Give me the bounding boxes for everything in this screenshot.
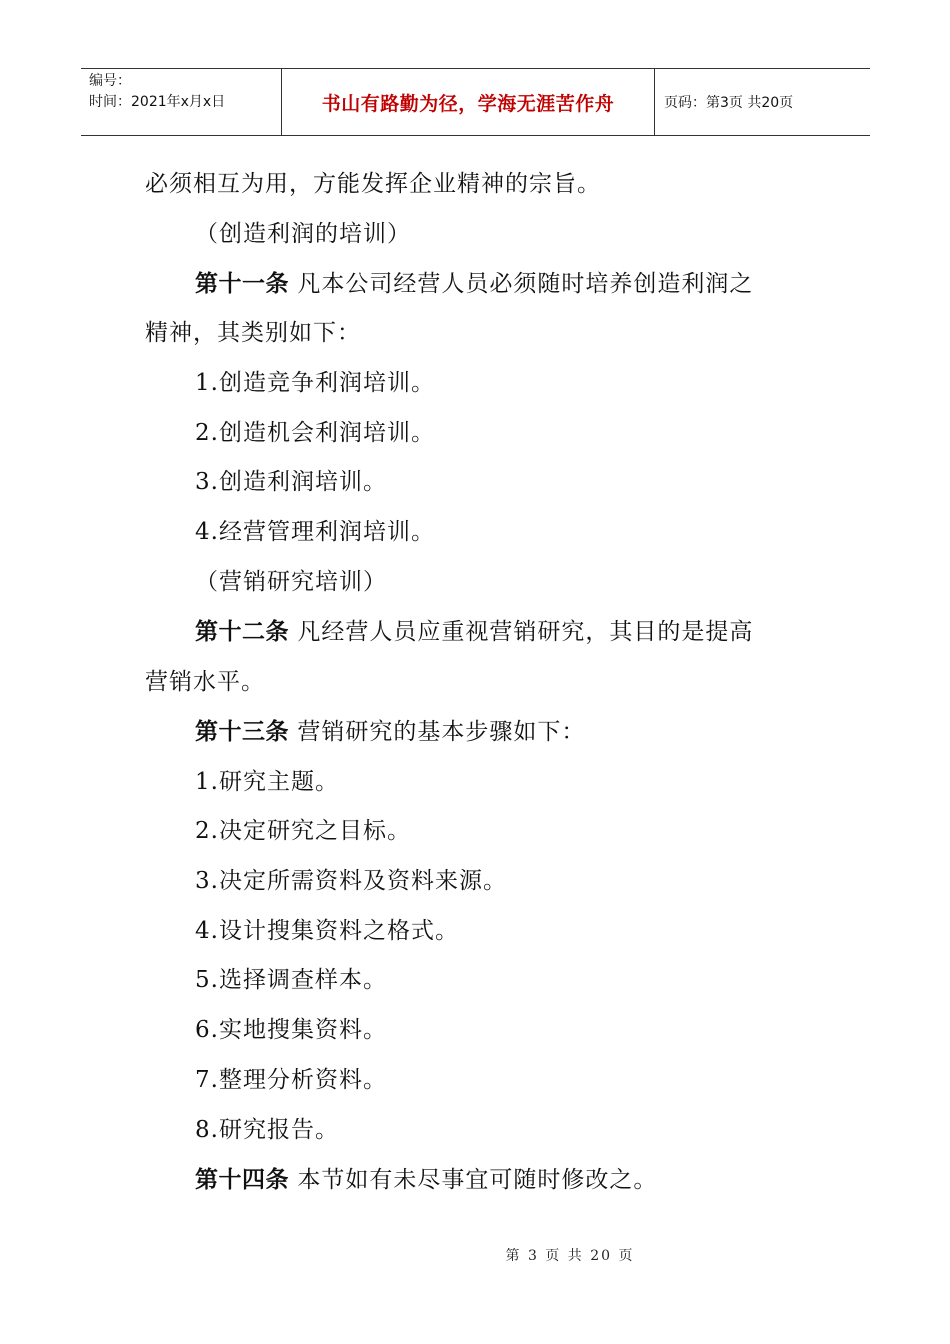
article-13 bbox=[195, 716, 585, 748]
article-text: 营销研究的基本步骤如下： bbox=[297, 719, 586, 745]
number-label: 编号： bbox=[89, 73, 131, 89]
article-12 bbox=[195, 616, 753, 648]
list-item: 7.整理分析资料。 bbox=[195, 1067, 387, 1093]
list-item: 1.创造竞争利润培训。 bbox=[195, 370, 435, 396]
article-11 bbox=[195, 268, 753, 300]
paragraph-line: 营销水平。 bbox=[145, 669, 265, 695]
section-heading: （创造利润的培训） bbox=[195, 221, 411, 247]
page-header bbox=[81, 68, 870, 136]
header-motto-cell bbox=[282, 69, 655, 135]
list-item: 6.实地搜集资料。 bbox=[195, 1017, 387, 1043]
article-label: 第十二条 bbox=[195, 619, 289, 645]
list-item: 3.创造利润培训。 bbox=[195, 469, 387, 495]
header-motto: 书山有路勤为径，学海无涯苦作舟 bbox=[321, 92, 615, 115]
list-item: 4.设计搜集资料之格式。 bbox=[195, 918, 459, 944]
list-item: 1.研究主题。 bbox=[195, 769, 339, 795]
footer-page-number: 第 3 页 共 20 页 bbox=[505, 1248, 635, 1264]
header-page-info: 页码：第3页 共20页 bbox=[664, 95, 794, 111]
paragraph-line: 精神，其类别如下： bbox=[145, 320, 361, 346]
article-text: 本节如有未尽事宜可随时修改之。 bbox=[297, 1167, 658, 1193]
article-label: 第十三条 bbox=[195, 719, 289, 745]
page-footer bbox=[0, 1245, 950, 1265]
time-label: 时间：2021年x月x日 bbox=[89, 94, 226, 110]
paragraph-line: 必须相互为用，方能发挥企业精神的宗旨。 bbox=[145, 171, 601, 197]
list-item: 5.选择调查样本。 bbox=[195, 967, 387, 993]
article-text: 凡经营人员应重视营销研究，其目的是提高 bbox=[297, 619, 754, 645]
section-heading: （营销研究培训） bbox=[195, 569, 387, 595]
list-item: 2.创造机会利润培训。 bbox=[195, 420, 435, 446]
list-item: 2.决定研究之目标。 bbox=[195, 818, 411, 844]
header-meta-cell bbox=[81, 69, 282, 135]
header-page-cell bbox=[655, 69, 870, 135]
list-item: 8.研究报告。 bbox=[195, 1117, 339, 1143]
list-item: 4.经营管理利润培训。 bbox=[195, 519, 435, 545]
article-14 bbox=[195, 1164, 657, 1196]
article-label: 第十一条 bbox=[195, 271, 289, 297]
article-label: 第十四条 bbox=[195, 1167, 289, 1193]
list-item: 3.决定所需资料及资料来源。 bbox=[195, 868, 507, 894]
article-text: 凡本公司经营人员必须随时培养创造利润之 bbox=[297, 271, 754, 297]
